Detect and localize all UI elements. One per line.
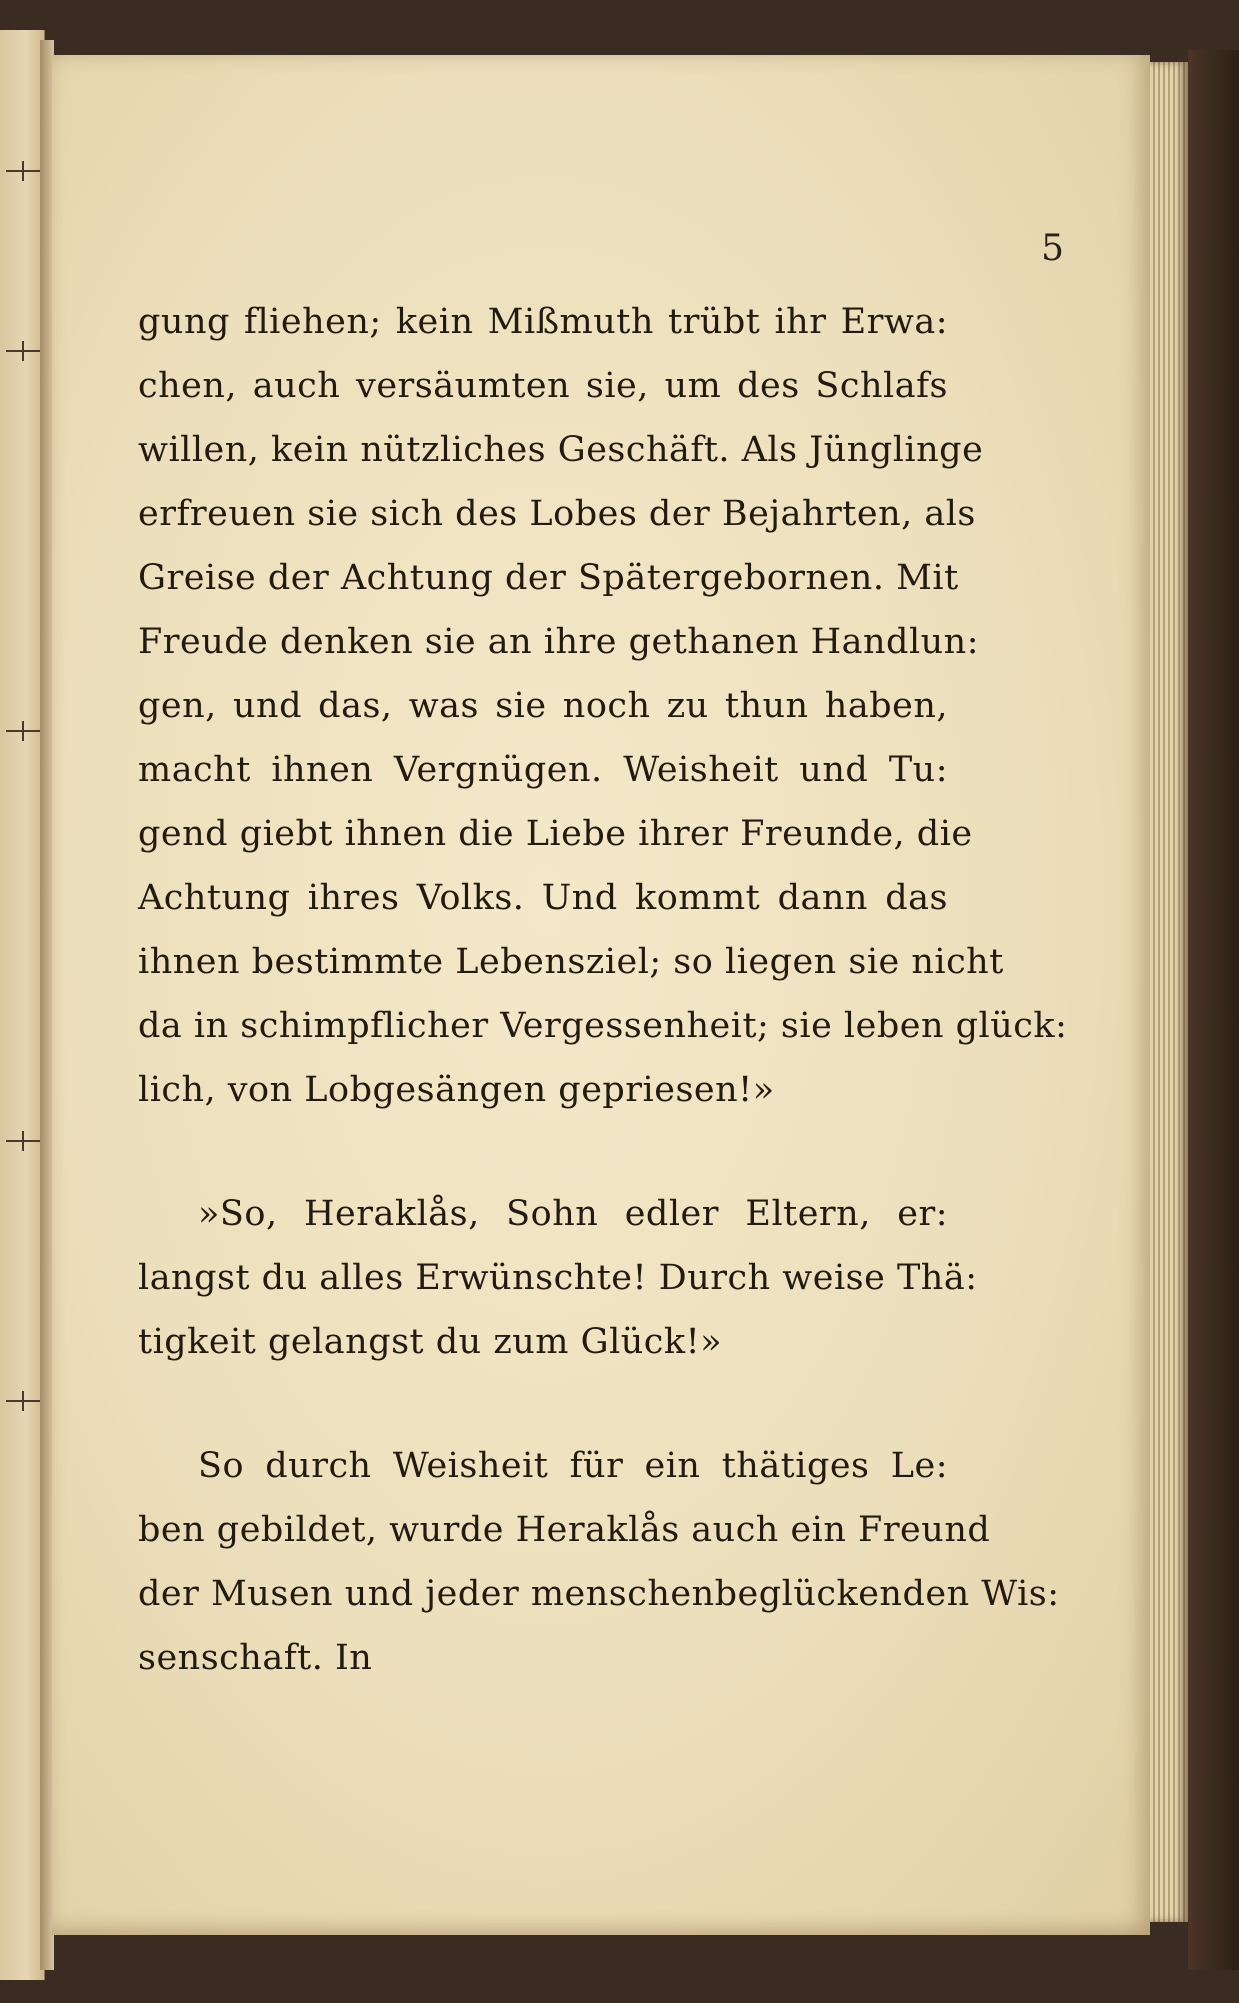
text-line: langst du alles Erwünschte! Durch weise Thä: [138, 1258, 978, 1298]
text-line: lich, von Lobgesängen gepriesen!» [138, 1070, 775, 1110]
text-line: So durch Weisheit für ein thätiges Le: [198, 1446, 948, 1486]
text-line: gung fliehen; kein Mißmuth trübt ihr Erwa: [138, 302, 948, 342]
page-text [138, 290, 1068, 1690]
paragraph-gap [138, 1374, 948, 1434]
page-number: 5 [1041, 228, 1064, 269]
text-line: gen, und das, was sie noch zu thun haben, [138, 686, 948, 726]
text-line: Freude denken sie an ihre gethanen Handlun: [138, 622, 980, 662]
margin-mark [6, 170, 40, 172]
margin-mark [6, 1400, 40, 1402]
text-line: macht ihnen Vergnügen. Weisheit und Tu: [138, 750, 948, 790]
paragraph [138, 1182, 978, 1374]
text-line: chen, auch versäumten sie, um des Schlafs [138, 366, 948, 406]
text-line: tigkeit gelangst du zum Glück!» [138, 1322, 723, 1362]
book-cover [1188, 50, 1239, 1970]
margin-mark [6, 730, 40, 732]
text-line: erfreuen sie sich des Lobes der Bejahrten, als [138, 494, 976, 534]
text-line: der Musen und jeder menschenbeglückenden Wis: [138, 1574, 1060, 1614]
text-line: ben gebildet, wurde Heraklås auch ein Freund [138, 1510, 991, 1550]
text-line: willen, kein nützliches Geschäft. Als Jünglinge [138, 430, 984, 470]
text-line: »So, Heraklås, Sohn edler Eltern, er: [198, 1194, 948, 1234]
facing-page-edge [0, 30, 45, 1980]
paragraph [138, 1434, 1060, 1690]
text-line: gend giebt ihnen die Liebe ihrer Freunde, die [138, 814, 973, 854]
text-line: Greise der Achtung der Spätergebornen. Mit [138, 558, 959, 598]
margin-mark [6, 1140, 40, 1142]
page-edges [1150, 62, 1188, 1922]
text-line: da in schimpflicher Vergessenheit; sie leben glück: [138, 1006, 1068, 1046]
text-line: Achtung ihres Volks. Und kommt dann das [138, 878, 948, 918]
text-line: ihnen bestimmte Lebensziel; so liegen sie nicht [138, 942, 1004, 982]
paragraph-gap [138, 1122, 948, 1182]
paragraph [138, 290, 1068, 1122]
text-line: senschaft. In [138, 1638, 373, 1678]
margin-mark [6, 350, 40, 352]
